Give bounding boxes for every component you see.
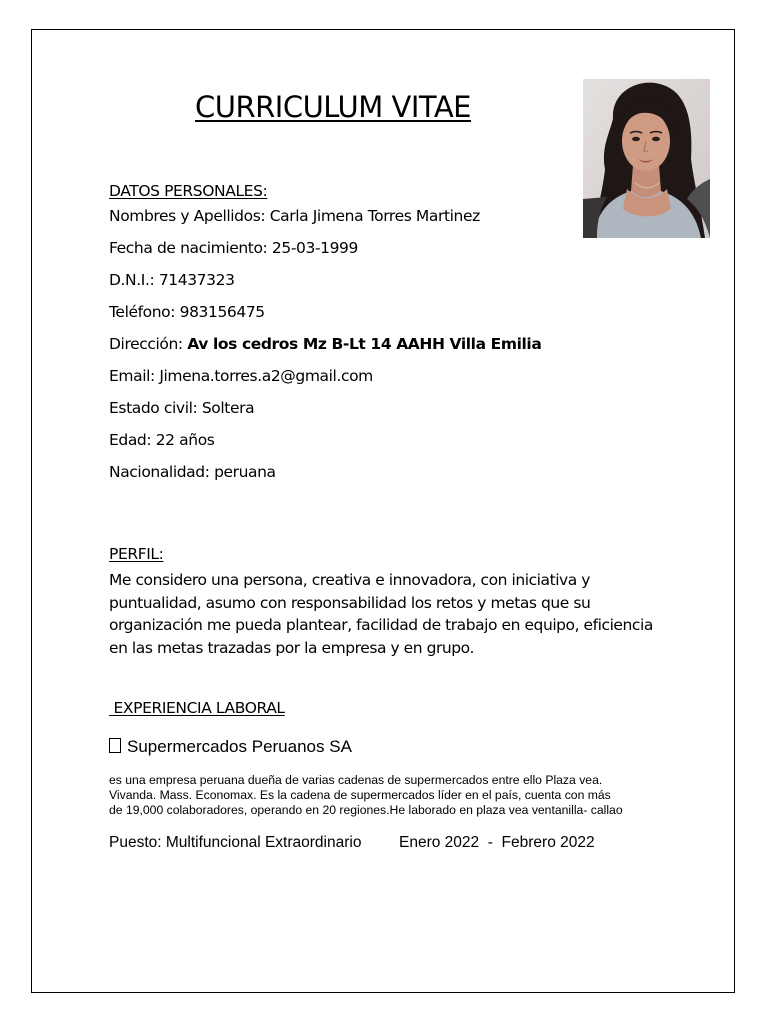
- nationality: Nacionalidad: peruana: [109, 463, 276, 481]
- profile-heading: PERFIL:: [109, 545, 164, 563]
- document-title: CURRICULUM VITAE: [195, 90, 471, 124]
- age: Edad: 22 años: [109, 431, 215, 449]
- profile-text: [109, 569, 669, 659]
- company: [109, 737, 352, 757]
- bullet-box-icon: [109, 738, 121, 753]
- company-description: [109, 773, 669, 818]
- civil-status: Estado civil: Soltera: [109, 399, 255, 417]
- phone: Teléfono: 983156475: [109, 303, 265, 321]
- profile-line: en las metas trazadas por la empresa y en grupo.: [109, 638, 474, 657]
- profile-line: organización me pueda plantear, facilidad de trabajo en equipo, eficiencia: [109, 616, 653, 634]
- full-name: Nombres y Apellidos: Carla Jimena Torres Martinez: [109, 207, 480, 225]
- experience-heading: EXPERIENCIA LABORAL: [109, 699, 285, 717]
- dni: D.N.I.: 71437323: [109, 271, 235, 289]
- birth-date: Fecha de nacimiento: 25-03-1999: [109, 239, 358, 257]
- description-line: es una empresa peruana dueña de varias cadenas de supermercados entre ello Plaza vea.: [109, 773, 603, 787]
- profile-line: Me considero una persona, creativa e innovadora, con iniciativa y: [109, 571, 591, 589]
- company-name: Supermercados Peruanos SA: [127, 737, 352, 756]
- personal-data-heading: DATOS PERSONALES:: [109, 182, 268, 200]
- description-line: Vivanda. Mass. Economax. Es la cadena de supermercados líder en el país, cuenta con más: [109, 788, 611, 802]
- address-value: Av los cedros Mz B-Lt 14 AAHH Villa Emilia: [187, 335, 542, 353]
- position: Puesto: Multifuncional Extraordinario: [109, 834, 362, 851]
- profile-line: puntualidad, asumo con responsabilidad los retos y metas que su: [109, 593, 591, 612]
- address: [109, 335, 541, 353]
- profile-photo: [583, 79, 710, 238]
- period: Enero 2022 - Febrero 2022: [399, 834, 595, 851]
- description-line: de 19,000 colaboradores, operando en 20 regiones.He laborado en plaza vea ventanilla- callao: [109, 803, 623, 817]
- address-label: Dirección:: [109, 335, 188, 353]
- email: Email: Jimena.torres.a2@gmail.com: [109, 367, 373, 385]
